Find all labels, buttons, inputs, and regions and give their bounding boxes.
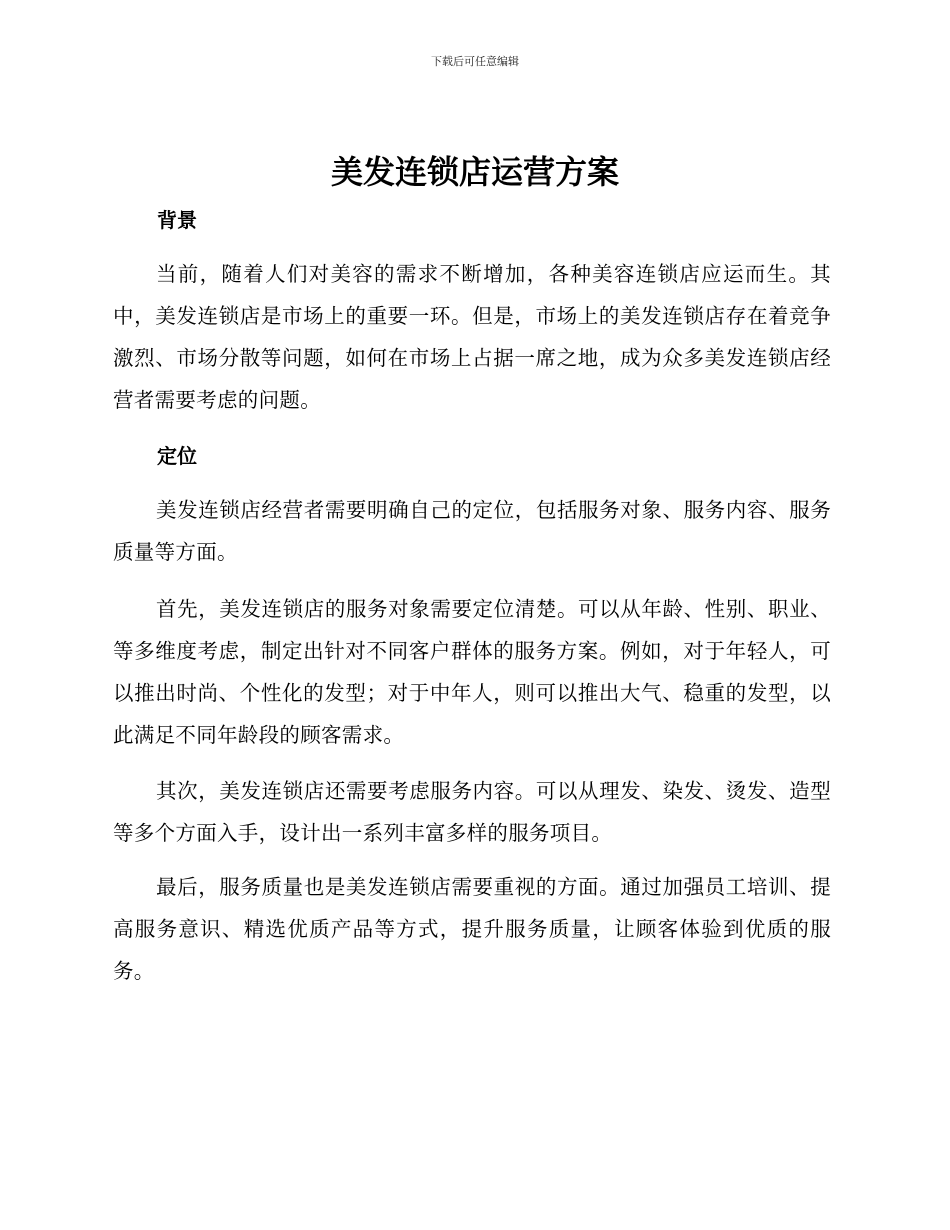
paragraph-positioning-intro: 美发连锁店经营者需要明确自己的定位，包括服务对象、服务内容、服务质量等方面。 xyxy=(113,498,831,564)
paragraph-service-content: 其次，美发连锁店还需要考虑服务内容。可以从理发、染发、烫发、造型等多个方面入手，设计出一系列丰富多样的服务项目。 xyxy=(113,779,831,845)
document-title: 美发连锁店运营方案 xyxy=(330,153,619,191)
paragraph-service-quality: 最后，服务质量也是美发连锁店需要重视的方面。通过加强员工培训、提高服务意识、精选优质产品等方式，提升服务质量，让顾客体验到优质的服务。 xyxy=(113,875,831,983)
section-heading-positioning: 定位 xyxy=(157,444,197,468)
paragraph-background: 当前，随着人们对美容的需求不断增加，各种美容连锁店应运而生。其中，美发连锁店是市场上的重要一环。但是，市场上的美发连锁店存在着竞争激烈、市场分散等问题，如何在市场上占据一席之地，成为众多美发连锁店经营者需要考虑的问题。 xyxy=(113,262,831,412)
section-heading-background: 背景 xyxy=(157,208,197,232)
page-header-note: 下载后可任意编辑 xyxy=(431,55,519,68)
paragraph-service-target: 首先，美发连锁店的服务对象需要定位清楚。可以从年龄、性别、职业、等多维度考虑，制定出针对不同客户群体的服务方案。例如，对于年轻人，可以推出时尚、个性化的发型；对于中年人，则可以推出大气、稳重的发型，以此满足不同年龄段的顾客需求。 xyxy=(113,597,831,747)
